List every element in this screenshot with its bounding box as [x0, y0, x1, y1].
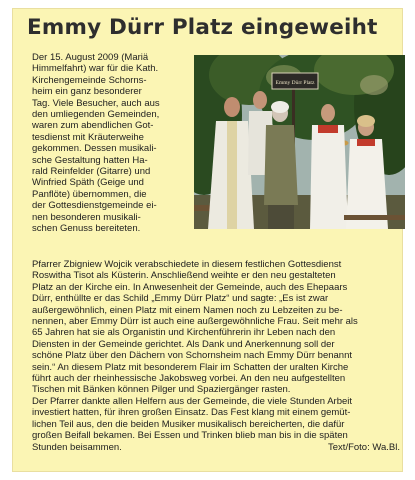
text-line: lichen Teil aus, den die beiden Musiker musikalisch bereicherten, die dafür — [32, 418, 345, 430]
column-line: tesdienst mit Kräuterweihe — [32, 131, 144, 143]
text-line: 65 Jahren hat sie als Organistin und Kirchenführerin ihr Leben nach den — [32, 327, 336, 339]
text-line: außergewöhnlich, einen Platz mit einem Namen noch zu Lebzeiten zu be- — [32, 304, 343, 316]
text-line: großen Beifall bekamen. Bei Essen und Trinken blieb man bis in die späten — [32, 430, 348, 442]
column-line: den umliegenden Gemeinden, — [32, 109, 160, 121]
text-line: Tischen mit Bänken können Pilger und Spaziergänger rasten. — [32, 384, 291, 396]
column-line: sche Gestaltung hatten Ha- — [32, 154, 148, 166]
text-line: Der Pfarrer dankte allen Helfern aus der Gemeinde, die viele Stunden Arbeit — [32, 395, 353, 407]
text-line: sein.“ An diesem Platz mit besonderem Flair im Schatten der uralten Kirche — [32, 361, 349, 373]
column-line: der Gottesdienstgemeinde ei- — [32, 200, 157, 212]
text-line-last — [32, 442, 400, 453]
text-line: führt auch der rheinhessische Jakobsweg vorbei. An den neu aufgestellten — [32, 373, 346, 385]
column-line: waren zum abendlichen Got- — [32, 120, 154, 132]
text-line: Roswitha Tisot als Küsterin. Anschließend weihte er den neu gestalteten — [32, 270, 336, 282]
text-line: nennen, aber Emmy Dürr ist auch eine außergewöhnliche Frau. Seit mehr als — [32, 316, 358, 328]
intro-column — [32, 52, 188, 235]
column-line: Panflöte) übernommen, die — [32, 188, 147, 200]
main-text — [32, 259, 400, 453]
column-line: Tag. Viele Besucher, auch aus — [32, 97, 160, 109]
sign-text: Emmy Dürr Platz — [275, 80, 315, 86]
text-line: investiert hatten, für ihren großen Einsatz. Das Fest klang mit einem gemüt- — [32, 407, 351, 419]
column-line: nen besonderen musikali- — [32, 211, 141, 223]
column-line: Winfried Späth (Geige und — [32, 177, 144, 189]
column-line: heim ein ganz besonderer — [32, 86, 142, 98]
column-line: rald Reinfelder (Gitarre) und — [32, 166, 151, 178]
column-line: Der 15. August 2009 (Mariä — [32, 52, 149, 63]
text-line: Dürr, enthüllte er das Schild „Emmy Dürr Platz“ und sagte: „Es ist zwar — [32, 293, 329, 305]
photo-credit: Text/Foto: Wa.Bl. — [328, 441, 400, 453]
text-line: schöne Platz über den Dächern von Schornsheim nach Emmy Dürr benannt — [32, 350, 353, 362]
text-line: Platz an der Kirche ein. In Anwesenheit der Gemeinde, auch des Ehepaars — [32, 281, 348, 293]
column-line: schen Genuss bereiteten. — [32, 223, 141, 235]
headline: Emmy Dürr Platz eingeweiht — [27, 15, 378, 40]
column-line: gekommen. Dessen musikali- — [32, 143, 157, 155]
last-line-text: Stunden beisammen. — [32, 441, 122, 453]
article-photo — [194, 55, 405, 229]
column-line: Kirchengemeinde Schorns- — [32, 74, 147, 86]
column-line: Himmelfahrt) war für die Kath. — [32, 63, 159, 75]
article-clipping — [12, 8, 403, 472]
text-line: Pfarrer Zbigniew Wojcik verabschiedete in diesem festlichen Gottesdienst — [32, 259, 342, 270]
text-line: Diensten in der Gemeinde gerichtet. Als Dank und Anerkennung soll der — [32, 338, 335, 350]
